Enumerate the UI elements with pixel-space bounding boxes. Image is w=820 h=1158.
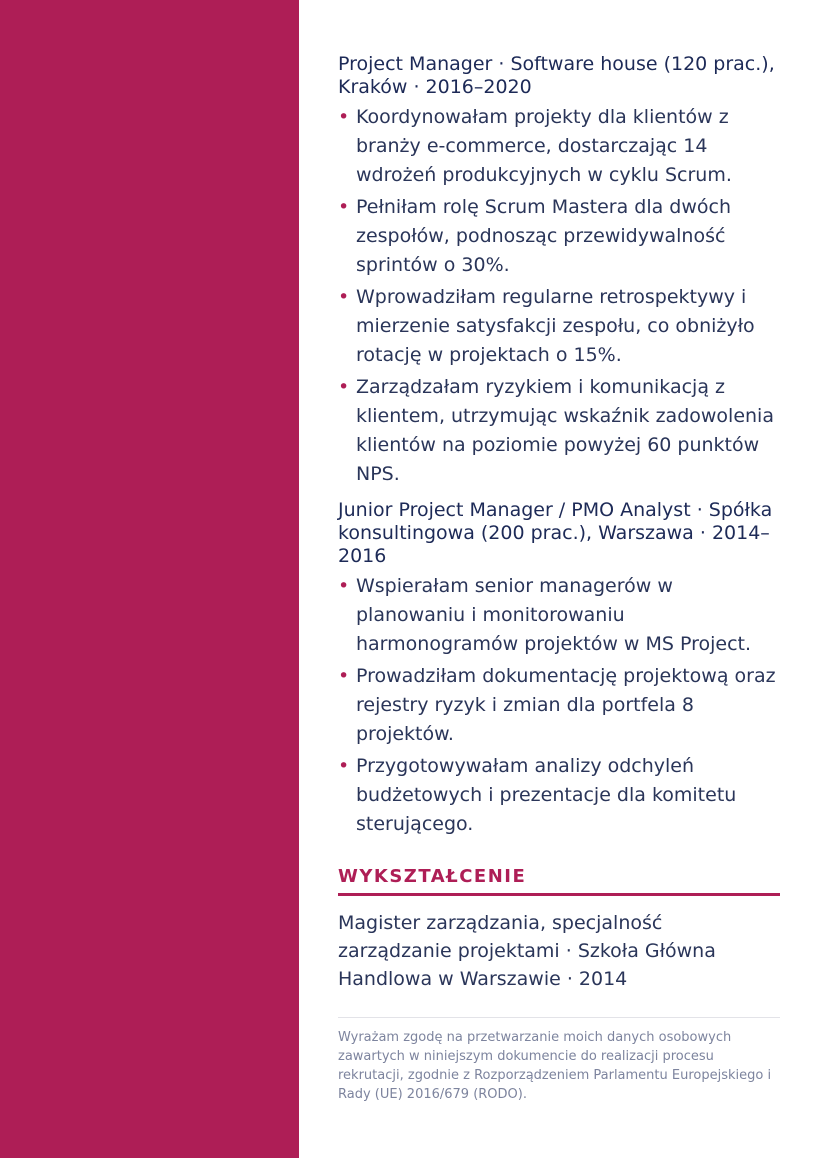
job-bullet-list <box>338 103 780 489</box>
job-bullet <box>338 103 780 190</box>
job-bullet-text: Koordynowałam projekty dla klientów z branży e-commerce, dostarczając 14 wdrożeń produkcyjnych w cyklu Scrum. <box>356 106 732 186</box>
job-bullet-text: Pełniłam rolę Scrum Mastera dla dwóch zespołów, podnosząc przewidywalność sprintów o 30%. <box>356 196 732 276</box>
job-bullet <box>338 193 780 280</box>
education-heading: WYKSZTAŁCENIE <box>338 866 780 896</box>
job-bullet-list <box>338 572 780 839</box>
bullet-icon: • <box>338 665 350 687</box>
job-bullet <box>338 662 780 749</box>
sidebar-panel <box>0 0 299 1158</box>
bullet-icon: • <box>338 575 350 597</box>
main-content <box>338 53 780 1104</box>
job-bullet-text: Przygotowywałam analizy odchyleń budżetowych i prezentacje dla komitetu sterującego. <box>356 755 737 835</box>
experience-entry <box>338 53 780 489</box>
job-bullet <box>338 283 780 370</box>
bullet-icon: • <box>338 376 350 398</box>
experience-entry <box>338 499 780 839</box>
job-bullet <box>338 373 780 489</box>
job-bullet <box>338 752 780 839</box>
job-title: Project Manager · Software house (120 prac.), Kraków · 2016–2020 <box>338 53 775 98</box>
job-bullet-text: Zarządzałam ryzykiem i komunikacją z klientem, utrzymując wskaźnik zadowolenia klientów na poziomie powyżej 60 punktów NPS. <box>356 376 774 485</box>
bullet-icon: • <box>338 755 350 777</box>
job-bullet-text: Prowadziłam dokumentację projektową oraz rejestry ryzyk i zmian dla portfela 8 projektów. <box>356 665 776 745</box>
divider <box>338 1017 780 1018</box>
bullet-icon: • <box>338 196 350 218</box>
job-bullet-text: Wspierałam senior managerów w planowaniu i monitorowaniu harmonogramów projektów w MS Project. <box>356 575 752 655</box>
job-bullet-text: Wprowadziłam regularne retrospektywy i mierzenie satysfakcji zespołu, co obniżyło rotację w projektach o 15%. <box>356 286 755 366</box>
job-title: Junior Project Manager / PMO Analyst · Spółka konsultingowa (200 prac.), Warszawa · 2014–2016 <box>338 499 773 567</box>
gdpr-consent-clause: Wyrażam zgodę na przetwarzanie moich danych osobowych zawartych w niniejszym dokumencie do realizacji procesu rekrutacji, zgodnie z Rozporządzeniem Parlamentu Europejskiego i Rady (UE) 2016/679 (RODO). <box>338 1030 772 1102</box>
job-bullet <box>338 572 780 659</box>
bullet-icon: • <box>338 106 350 128</box>
bullet-icon: • <box>338 286 350 308</box>
education-entry: Magister zarządzania, specjalność zarządzanie projektami · Szkoła Główna Handlowa w Warszawie · 2014 <box>338 912 716 990</box>
